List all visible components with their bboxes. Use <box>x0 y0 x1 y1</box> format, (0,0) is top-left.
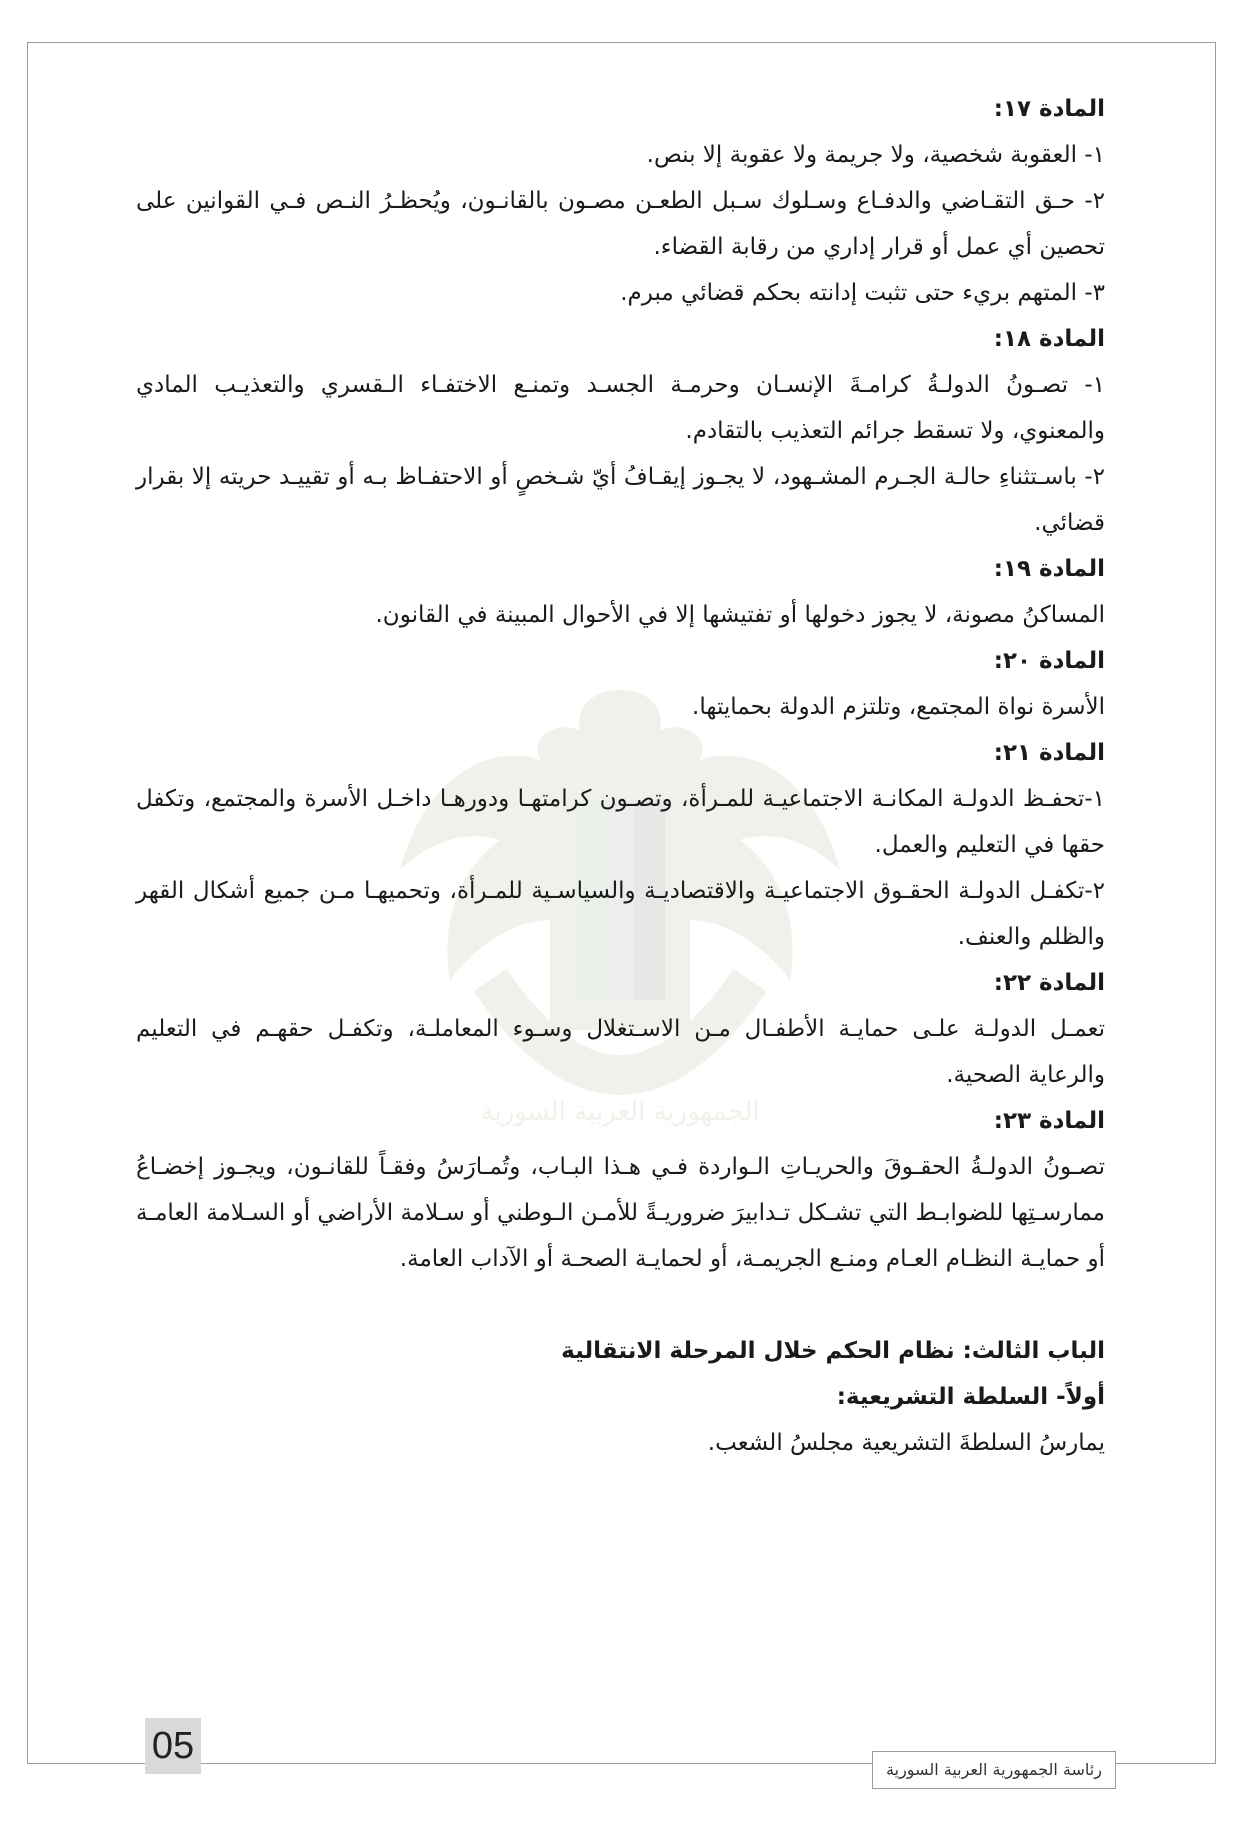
article-heading: المادة ١٨: <box>993 326 1105 352</box>
paragraph: ٣- المتهم بريء حتى تثبت إدانته بحكم قضائي مبرم. <box>620 280 1105 306</box>
paragraph: ١- العقوبة شخصية، ولا جريمة ولا عقوبة إلا بنص. <box>646 142 1105 168</box>
watermark-ring-text: الجمهورية العربية السورية <box>480 1097 760 1127</box>
article-heading: المادة ٢١: <box>993 740 1105 766</box>
article-heading: المادة ٢٠: <box>993 648 1105 674</box>
paragraph: ٢- حـق التقـاضي والدفـاع وسـلوك سـبل الطعـن مصـون بالقانـون، ويُحظـرُ النـص فـي القوانين على تحصين أي عمل أو قرار إداري من رقابة القضاء. <box>136 188 1105 260</box>
paragraph: تصـونُ الدولـةُ الحقـوقَ والحريـاتِ الـواردة فـي هـذا البـاب، وتُمـارَسُ وفقـاً للقانـون، ويجـوز إخضـاعُ ممارسـتِها للضوابـط التي تشـكل تـدابيرَ ضروريـةً للأمـن الـوطني أو سـلامة الأراضي أو السـلامة العامـة أو حمايـة النظـام العـام ومنـع الجريمـة، أو لحمايـة الصحـة أو الآداب العامة. <box>136 1154 1105 1272</box>
paragraph: ٢- باسـتثناءِ حالـة الجـرم المشـهود، لا يجـوز إيقـافُ أيّ شـخصٍ أو الاحتفـاظ بـه أو تقييـد حريته إلا بقرار قضائي. <box>136 464 1105 536</box>
page-number: 05 <box>145 1718 201 1774</box>
article-heading: أولاً- السلطة التشريعية: <box>836 1384 1105 1410</box>
footer-label: رئاسة الجمهورية العربية السورية <box>872 1751 1116 1789</box>
paragraph: ١- تصـونُ الدولـةُ كرامـةَ الإنسـان وحرمـة الجسـد وتمنـع الاختفـاء الـقسري والتعذيـب المادي والمعنوي، ولا تسقط جرائم التعذيب بالتقادم. <box>136 372 1105 444</box>
paragraph: المساكنُ مصونة، لا يجوز دخولها أو تفتيشها إلا في الأحوال المبينة في القانون. <box>375 602 1105 628</box>
paragraph: ١-تحفـظ الدولـة المكانـة الاجتماعيـة للمـرأة، وتصـون كرامتهـا ودورهـا داخـل الأسرة والمجتمع، وتكفل حقها في التعليم والعمل. <box>136 786 1105 858</box>
spacer <box>136 1282 1105 1328</box>
article-heading: المادة ٢٣: <box>993 1108 1105 1134</box>
paragraph: الأسرة نواة المجتمع، وتلتزم الدولة بحمايتها. <box>692 694 1105 720</box>
article-heading: المادة ٢٢: <box>993 970 1105 996</box>
article-heading: المادة ١٧: <box>993 96 1105 122</box>
article-heading: الباب الثالث: نظام الحكم خلال المرحلة الانتقالية <box>561 1338 1105 1364</box>
paragraph: تعمـل الدولـة علـى حمايـة الأطفـال مـن الاسـتغلال وسـوء المعاملـة، وتكفـل حقهـم في التعليم والرعاية الصحية. <box>136 1016 1105 1088</box>
document-body <box>136 86 1105 1466</box>
paragraph: يمارسُ السلطةَ التشريعية مجلسُ الشعب. <box>707 1430 1105 1456</box>
paragraph: ٢-تكفـل الدولـة الحقـوق الاجتماعيـة والاقتصاديـة والسياسـية للمـرأة، وتحميهـا مـن جميع أشكال القهر والظلم والعنف. <box>136 878 1105 950</box>
article-heading: المادة ١٩: <box>993 556 1105 582</box>
